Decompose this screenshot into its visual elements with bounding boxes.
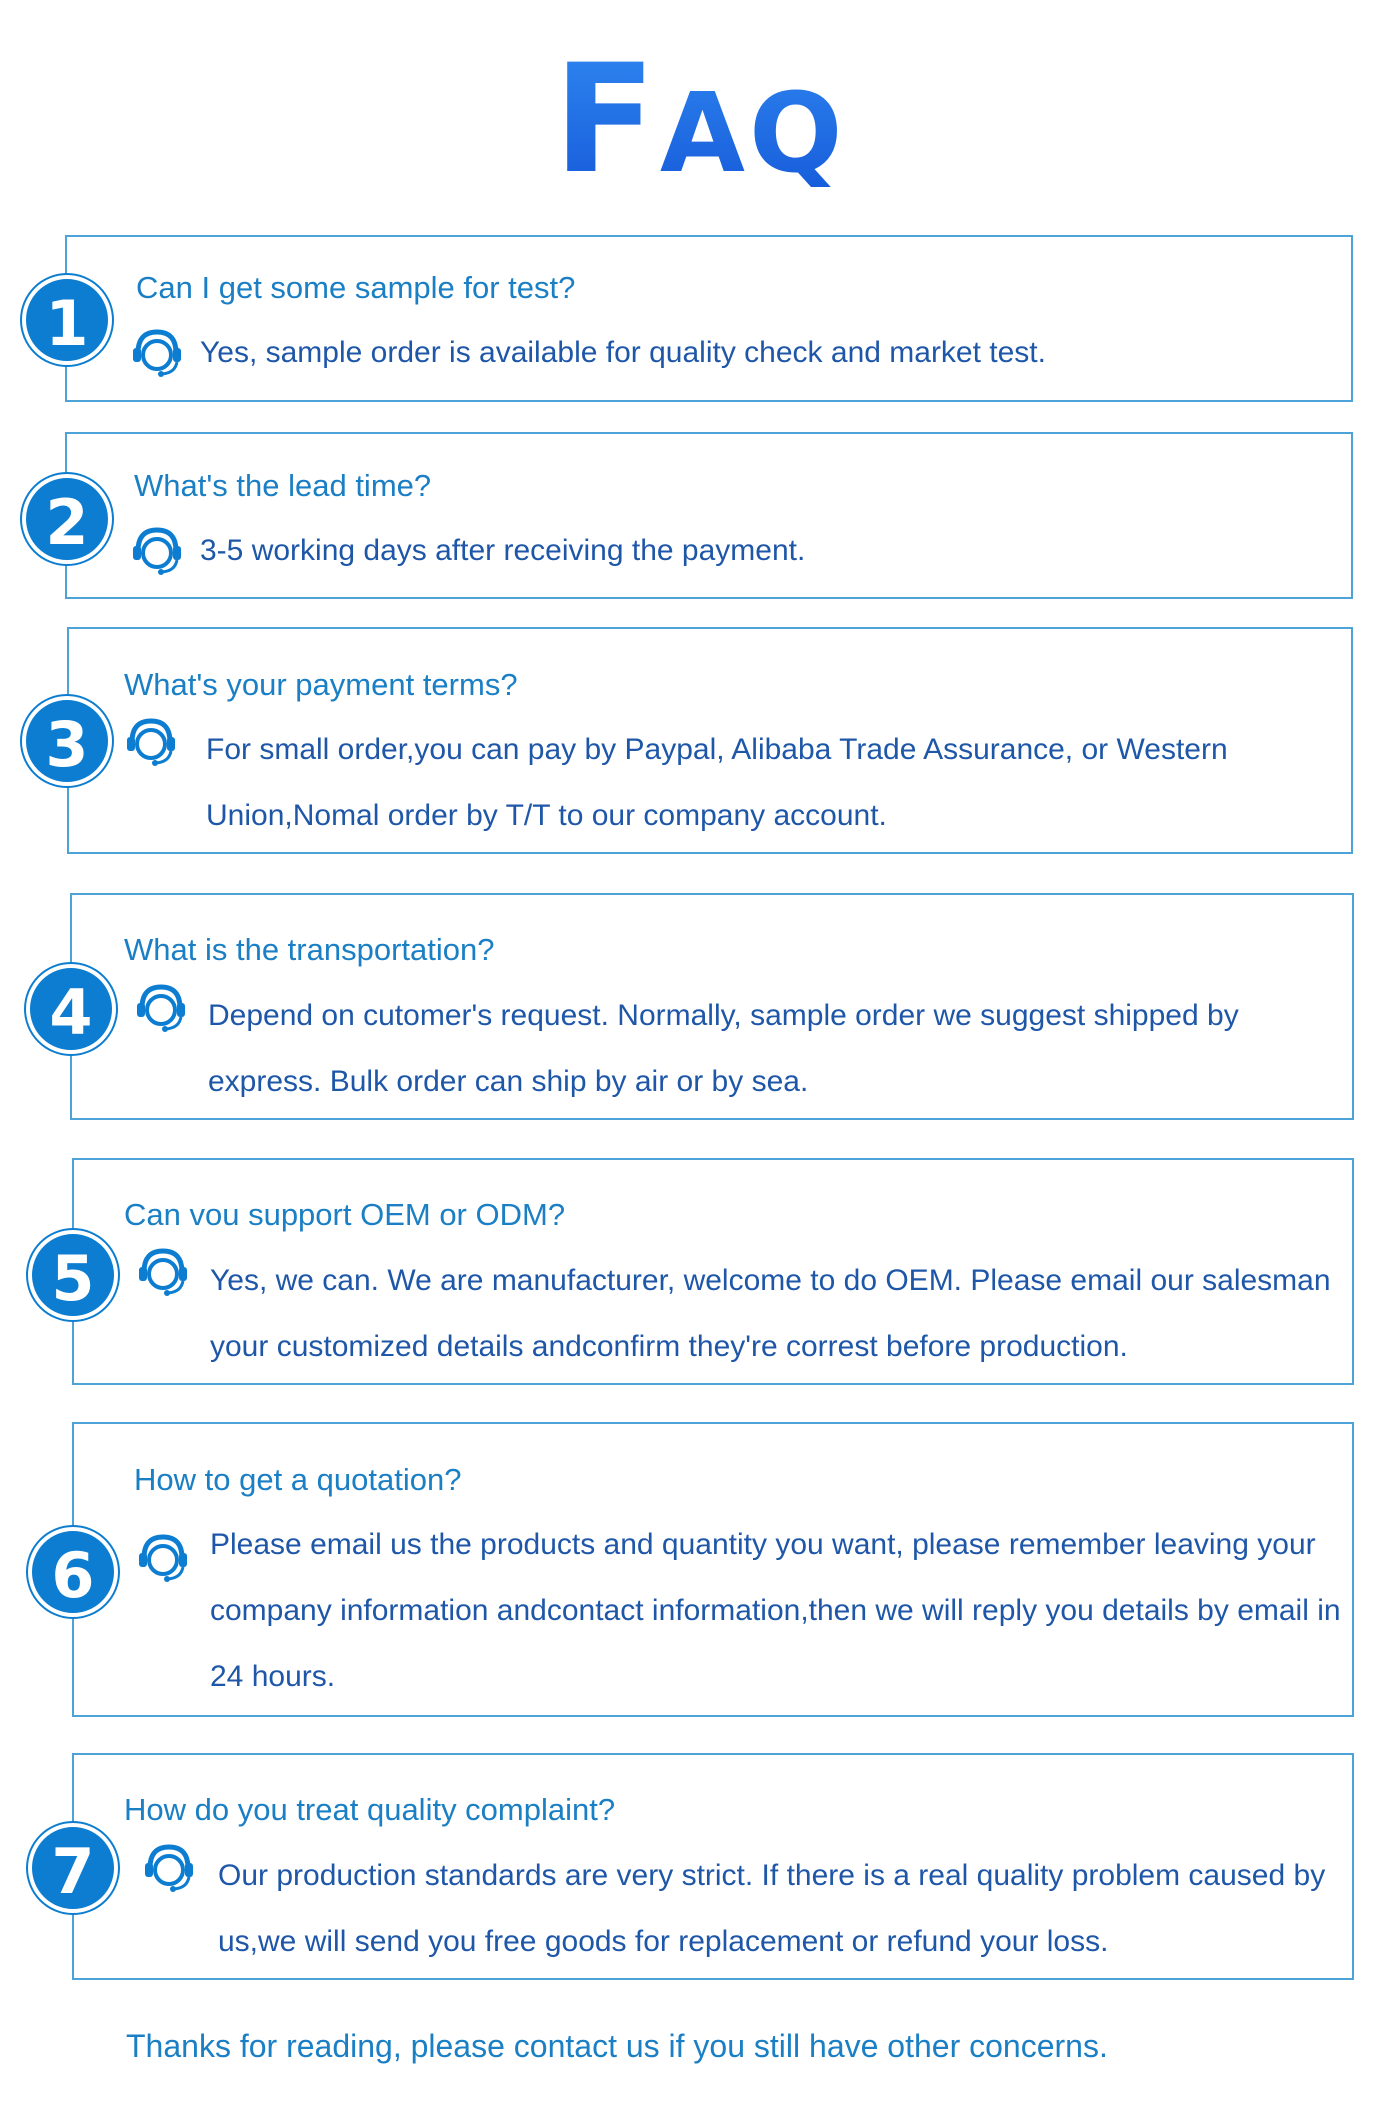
faq-question: How do you treat quality complaint? <box>124 1792 616 1827</box>
customer-service-headset-icon <box>134 1242 192 1300</box>
faq-question: How to get a quotation? <box>134 1462 462 1497</box>
faq-answer: 3-5 working days after receiving the payment. <box>200 534 806 567</box>
customer-service-headset-icon <box>134 1528 192 1586</box>
customer-service-headset-icon <box>122 712 180 770</box>
faq-number-badge: 2 <box>22 474 112 564</box>
customer-service-headset-icon <box>128 323 186 381</box>
customer-service-headset-icon <box>132 978 190 1036</box>
customer-service-headset-icon <box>128 521 186 579</box>
faq-question: Can vou support OEM or ODM? <box>124 1197 566 1232</box>
faq-answer: Yes, sample order is available for quality check and market test. <box>200 336 1046 369</box>
faq-question: What's your payment terms? <box>124 667 518 702</box>
footer-note: Thanks for reading, please contact us if you still have other concerns. <box>126 2028 1108 2064</box>
faq-question: What is the transportation? <box>124 932 495 967</box>
faq-answer: Yes, we can. We are manufacturer, welcome to do OEM. Please email our salesman your customized details andconfirm they're correst before production. <box>210 1264 1331 1363</box>
faq-number-badge: 4 <box>26 964 116 1054</box>
page-title: FAQ <box>0 40 1400 213</box>
faq-number-badge: 1 <box>22 275 112 365</box>
faq-answer: Please email us the products and quantity you want, please remember leaving your company information andcontact information,then we will reply you details by email in 24 hours. <box>210 1528 1341 1693</box>
customer-service-headset-icon <box>140 1838 198 1896</box>
faq-number-badge: 7 <box>28 1823 118 1913</box>
faq-number-badge: 6 <box>28 1527 118 1617</box>
faq-number-badge: 3 <box>22 696 112 786</box>
faq-answer: Our production standards are very strict. If there is a real quality problem caused by us,we will send you free goods for replacement or refund your loss. <box>218 1859 1326 1958</box>
faq-question: Can I get some sample for test? <box>136 270 576 305</box>
faq-question: What's the lead time? <box>134 468 432 503</box>
faq-answer: For small order,you can pay by Paypal, Alibaba Trade Assurance, or Western Union,Nomal order by T/T to our company account. <box>206 733 1228 832</box>
faq-number-badge: 5 <box>28 1230 118 1320</box>
faq-answer: Depend on cutomer's request. Normally, sample order we suggest shipped by express. Bulk order can ship by air or by sea. <box>208 999 1239 1098</box>
